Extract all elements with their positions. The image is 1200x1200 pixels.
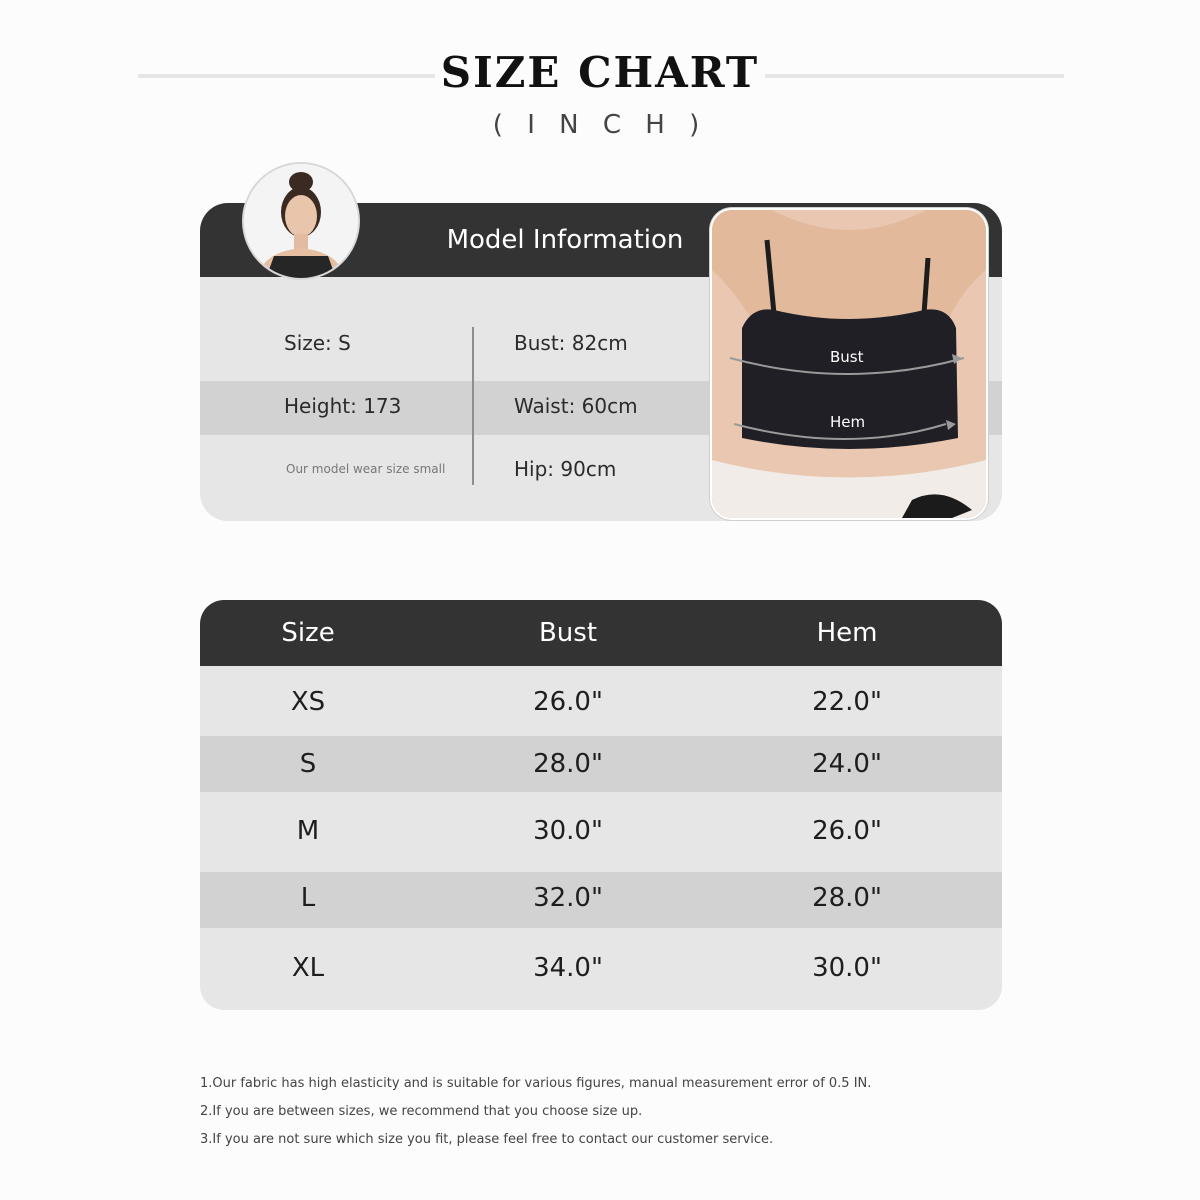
column-header-size: Size (281, 618, 335, 648)
product-photo (710, 208, 988, 520)
model-portrait-image (244, 164, 358, 278)
cell-bust: 34.0" (533, 953, 603, 983)
cell-hem: 26.0" (812, 816, 882, 846)
model-bust: Bust: 82cm (514, 331, 628, 355)
cell-hem: 30.0" (812, 953, 882, 983)
cell-bust: 32.0" (533, 883, 603, 913)
unit-label: ( I N C H ) (492, 110, 708, 140)
model-height: Height: 173 (284, 394, 402, 418)
note-1: 1.Our fabric has high elasticity and is suitable for various figures, manual measurement error of 0.5 IN. (200, 1076, 872, 1091)
cell-bust: 28.0" (533, 749, 603, 779)
cell-bust: 30.0" (533, 816, 603, 846)
size-table-header (200, 600, 1002, 666)
cell-size: M (296, 816, 320, 846)
model-waist: Waist: 60cm (514, 394, 638, 418)
column-header-bust: Bust (538, 618, 598, 648)
cell-hem: 22.0" (812, 687, 882, 717)
cell-size: XS (290, 687, 326, 717)
column-header-hem: Hem (816, 618, 878, 648)
photo-label-hem: Hem (830, 413, 866, 431)
cell-hem: 28.0" (812, 883, 882, 913)
cell-size: L (300, 883, 316, 913)
model-info-title: Model Information (446, 225, 684, 255)
cell-hem: 24.0" (812, 749, 882, 779)
note-2: 2.If you are between sizes, we recommend that you choose size up. (200, 1104, 643, 1119)
cell-bust: 26.0" (533, 687, 603, 717)
cell-size: XL (291, 953, 325, 983)
model-size: Size: S (284, 331, 351, 355)
note-3: 3.If you are not sure which size you fit, please feel free to contact our customer service. (200, 1132, 774, 1147)
page-title: SIZE CHART (0, 48, 1200, 97)
cell-size: S (299, 749, 317, 779)
model-hip: Hip: 90cm (514, 457, 617, 481)
photo-label-bust: Bust (830, 348, 864, 366)
model-info-divider (472, 327, 474, 485)
model-avatar (242, 162, 360, 280)
size-table (200, 600, 1002, 1010)
model-note: Our model wear size small (286, 462, 446, 476)
